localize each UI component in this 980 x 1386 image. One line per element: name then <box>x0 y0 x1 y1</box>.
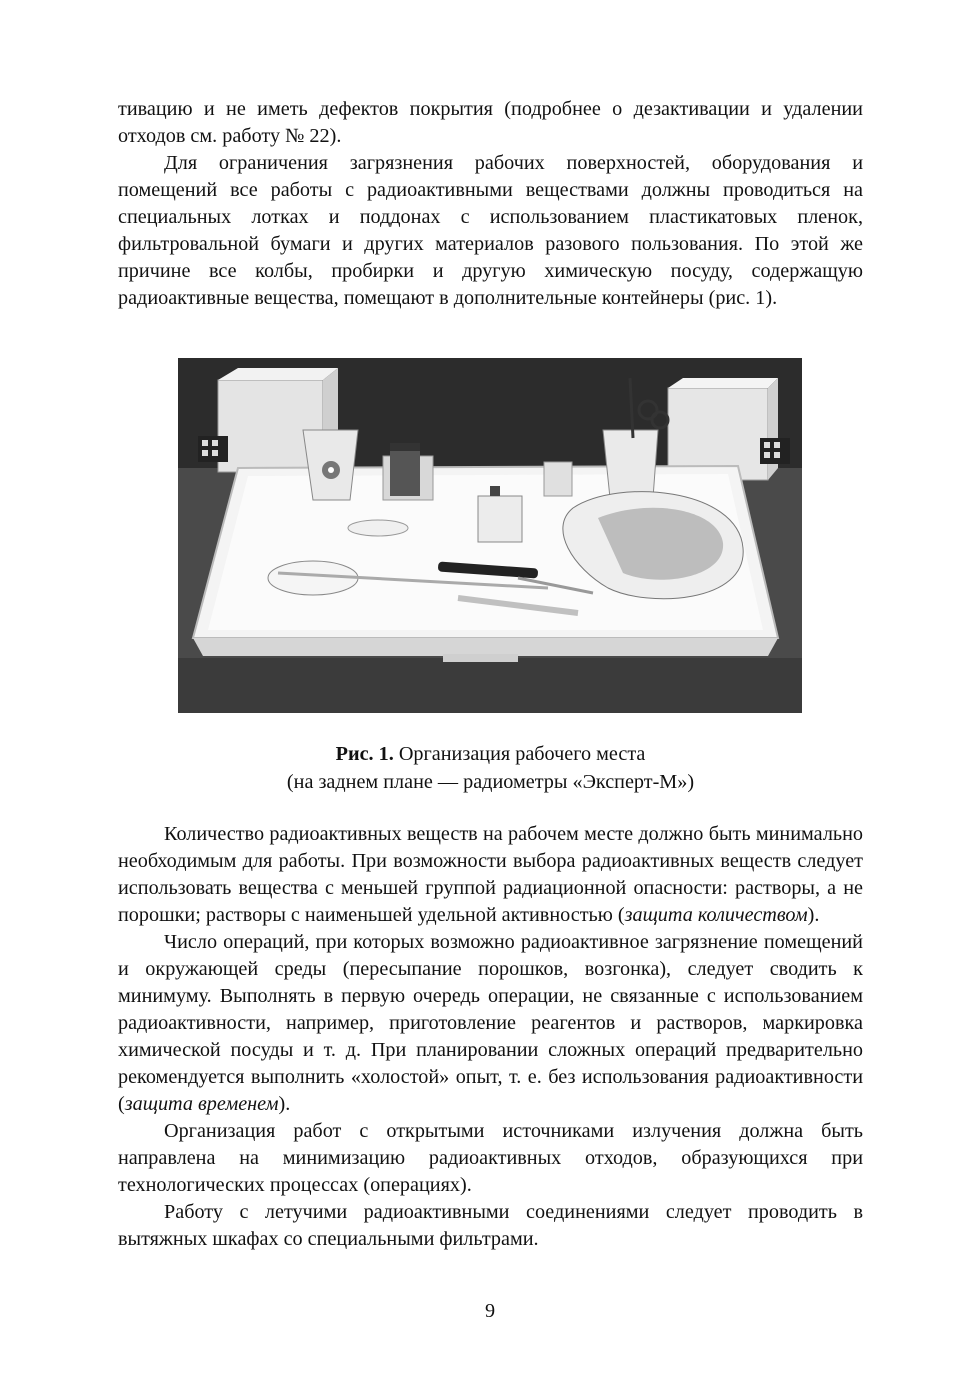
figure-photo <box>178 358 802 713</box>
petri-dish-small <box>348 520 408 536</box>
paragraph-volatile: Работу с летучими радиоактивными соединениями следует проводить в вытяжных шкафах со специальными фильтрами. <box>118 1201 863 1250</box>
p1-end: ). <box>807 904 820 926</box>
p1-text: Количество радиоактивных веществ на рабочем месте должно быть минимально необходимым для работы. При возможности выбора радиоактивных веществ следует использовать вещества с меньшей группой радиационной опасности: растворы, а не порошки; растворы с наименьшей удельной активностью ( <box>118 823 863 926</box>
paragraph-organization: Организация работ с открытыми источниками излучения должна быть направлена на минимизацию радиоактивных отходов, образующихся при технологических процессах (операциях). <box>118 1120 863 1196</box>
p2-emphasis: защита временем <box>124 1093 279 1115</box>
p2-end: ). <box>278 1093 291 1115</box>
paragraph-continuation: тивацию и не иметь дефектов покрытия (подробнее о дезактивации и удалении отходов см. работу № 22). <box>118 98 863 147</box>
paragraph-quantity <box>118 821 863 929</box>
paragraph-operations <box>118 929 863 1118</box>
radiometer-right <box>668 378 790 480</box>
beaker-left <box>303 430 358 500</box>
paragraph-contamination: Для ограничения загрязнения рабочих поверхностей, оборудования и помещений все работы с радиоактивными веществами должны проводиться на специальных лотках и поддонах с использованием пластикатовых пленок, фильтровальной бумаги и других материалов разового пользования. По этой же причине все колбы, пробирки и другую химическую посуду, содержащую радиоактивные вещества, помещают в дополнительные контейнеры (рис. 1). <box>118 152 863 309</box>
p2-text: Число операций, при которых возможно радиоактивное загрязнение помещений и окружающей среды (пересыпание порошков, возгонка), следует сводить к минимуму. Выполнять в первую очередь операции, не связанные с использованием радиоактивности, например, приготовление реагентов и растворов, маркировка химической посуды и т. д. При планировании сложных операций предварительно рекомендуется выполнить «холостой» опыт, т. е. без использования радиоактивности ( <box>118 931 863 1115</box>
top-text-block <box>118 96 863 312</box>
caption-line2: (на заднем плане — радиометры «Эксперт-М») <box>286 771 695 793</box>
figure-caption <box>118 740 863 796</box>
figure-label: Рис. 1. <box>335 743 394 765</box>
vial <box>544 462 572 496</box>
page-number: 9 <box>484 1300 496 1322</box>
p1-emphasis: защита количеством <box>624 904 808 926</box>
bottom-text-block <box>118 821 863 1253</box>
caption-line1: Организация рабочего места <box>398 743 646 765</box>
